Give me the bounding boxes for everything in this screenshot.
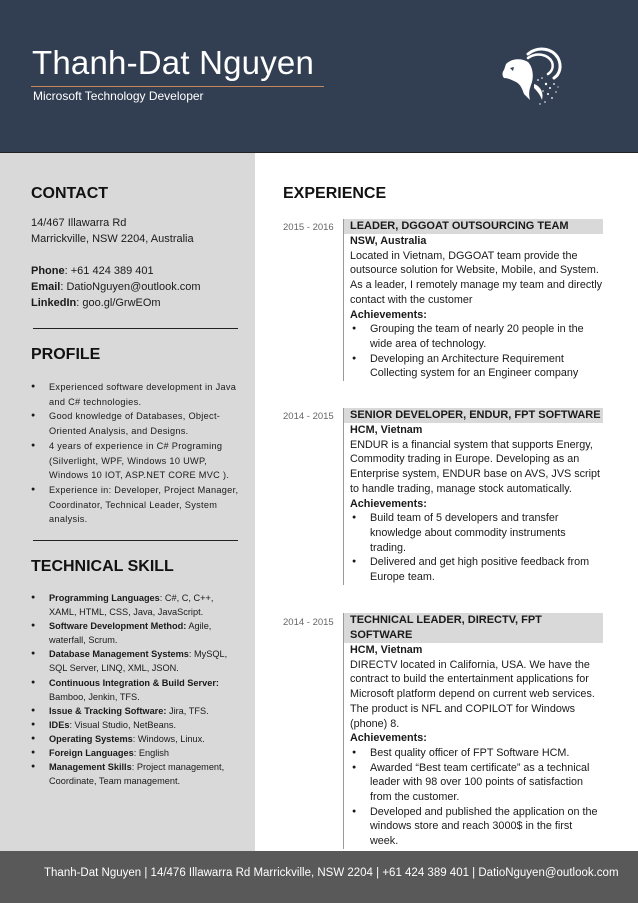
skill-item: ● Foreign Languages: English — [31, 746, 243, 760]
job-title: SENIOR DEVELOPER, ENDUR, FPT SOFTWARE — [344, 408, 603, 423]
email-value[interactable]: : DatioNguyen@outlook.com — [60, 281, 201, 293]
job-description: Located in Vietnam, DGGOAT team provide the outsource solution for Website, Mobile, and System. As a leader, I remotely manage my team and directly contact with the customer — [350, 249, 603, 306]
profile-item: ● Experienced software development in Java and C# technologies. — [31, 380, 239, 409]
job-dates: 2014 - 2015 — [283, 617, 334, 628]
profile-item: ● Good knowledge of Databases, Object-Oriented Analysis, and Designs. — [31, 409, 239, 438]
profile-heading: PROFILE — [31, 346, 101, 363]
goat-head-logo-icon — [498, 44, 564, 108]
achievement-item: ● Delivered and get high positive feedback from Europe team. — [350, 555, 603, 584]
profile-divider — [33, 540, 238, 541]
email-line — [31, 279, 246, 295]
job-location: NSW, Australia — [350, 235, 427, 247]
contact-heading: CONTACT — [31, 185, 109, 202]
contact-block — [31, 215, 246, 311]
achievements-label: Achievements: — [350, 308, 427, 321]
skill-item: ● Continuous Integration & Build Server: Bamboo, Jenkin, TFS. — [31, 676, 243, 704]
skill-item: ● Programming Languages: C#, C, C++, XAML, HTML, CSS, Java, JavaScript. — [31, 591, 243, 619]
skill-item: ● IDEs: Visual Studio, NetBeans. — [31, 718, 243, 732]
linkedin-label: LinkedIn — [31, 297, 77, 309]
candidate-title: Microsoft Technology Developer — [33, 89, 204, 103]
skill-item: ● Software Development Method: Agile, waterfall, Scrum. — [31, 619, 243, 647]
achievements-label: Achievements: — [350, 732, 427, 745]
job-location: HCM, Vietnam — [350, 644, 423, 656]
profile-item: ● 4 years of experience in C# Programing (Silverlight, WPF, Windows 10 UWP, Windows 10 IOT, ASP.NET CORE MVC ). — [31, 439, 239, 483]
job-entry — [343, 408, 603, 585]
address-line-2: Marrickville, NSW 2204, Australia — [31, 233, 194, 245]
linkedin-line — [31, 295, 246, 311]
achievement-item: ● Build team of 5 developers and transfer knowledge about commodity instruments trading. — [350, 511, 603, 555]
job-entry — [343, 219, 603, 381]
skill-item: ● Operating Systems: Windows, Linux. — [31, 732, 243, 746]
skill-item: ● Issue & Tracking Software: Jira, TFS. — [31, 704, 243, 718]
job-description: DIRECTV located in California, USA. We have the contract to build the entertainment applications for Microsoft platform depend on current web services. The product is NFL and COPILOT for Windows (phone) 8. — [350, 658, 595, 730]
job-title: LEADER, DGGOAT OUTSOURCING TEAM — [344, 219, 603, 234]
technical-skill-heading: TECHNICAL SKILL — [31, 558, 174, 575]
job-location: HCM, Vietnam — [350, 424, 423, 436]
email-label: Email — [31, 281, 61, 293]
phone-label: Phone — [31, 265, 65, 277]
skills-list — [31, 591, 243, 788]
job-title: TECHNICAL LEADER, DIRECTV, FPT SOFTWARE — [344, 613, 603, 643]
job-description: ENDUR is a financial system that supports Energy, Commodity trading in Europe. Developing as an Enterprise system, ENDUR base on AVS, JVS script to handle trading, manage stock automatically. — [350, 438, 601, 495]
profile-list — [31, 380, 239, 527]
achievement-item: ● Grouping the team of nearly 20 people in the wide area of technology. — [350, 322, 603, 351]
achievement-item: ● Developing an Architecture Requirement Collecting system for an Engineer company — [350, 352, 603, 381]
candidate-name: Thanh-Dat Nguyen — [32, 44, 315, 81]
address-line-1: 14/467 Illawarra Rd — [31, 217, 127, 229]
job-entry — [343, 613, 603, 849]
phone-line — [31, 263, 246, 279]
resume-header — [0, 0, 638, 153]
name-underline — [31, 86, 324, 87]
linkedin-value[interactable]: : goo.gl/GrwEOm — [76, 297, 161, 309]
contact-divider — [33, 328, 238, 329]
skill-item: ● Management Skills: Project management, Coordinate, Team management. — [31, 760, 243, 788]
experience-heading: EXPERIENCE — [283, 185, 387, 202]
job-dates: 2015 - 2016 — [283, 222, 334, 233]
achievements-label: Achievements: — [350, 497, 427, 510]
achievement-item: ● Best quality officer of FPT Software HCM. — [350, 746, 603, 761]
achievement-item: ● Developed and published the application on the windows store and reach 3000$ in the first week. — [350, 805, 603, 849]
phone-value: : +61 424 389 401 — [64, 265, 154, 277]
achievement-item: ● Awarded “Best team certificate” as a technical leader with 98 over 100 points of satisfaction from the customer. — [350, 761, 603, 805]
profile-item: ● Experience in: Developer, Project Manager, Coordinator, Technical Leader, System analysis. — [31, 483, 239, 527]
footer-contact-text: Thanh-Dat Nguyen | 14/476 Illawarra Rd Marrickville, NSW 2204 | +61 424 389 401 | DatioNguyen@outlook.com — [44, 867, 619, 879]
resume-footer — [0, 851, 638, 903]
job-dates: 2014 - 2015 — [283, 411, 334, 422]
skill-item: ● Database Management Systems: MySQL, SQL Server, LINQ, XML, JSON. — [31, 647, 243, 675]
